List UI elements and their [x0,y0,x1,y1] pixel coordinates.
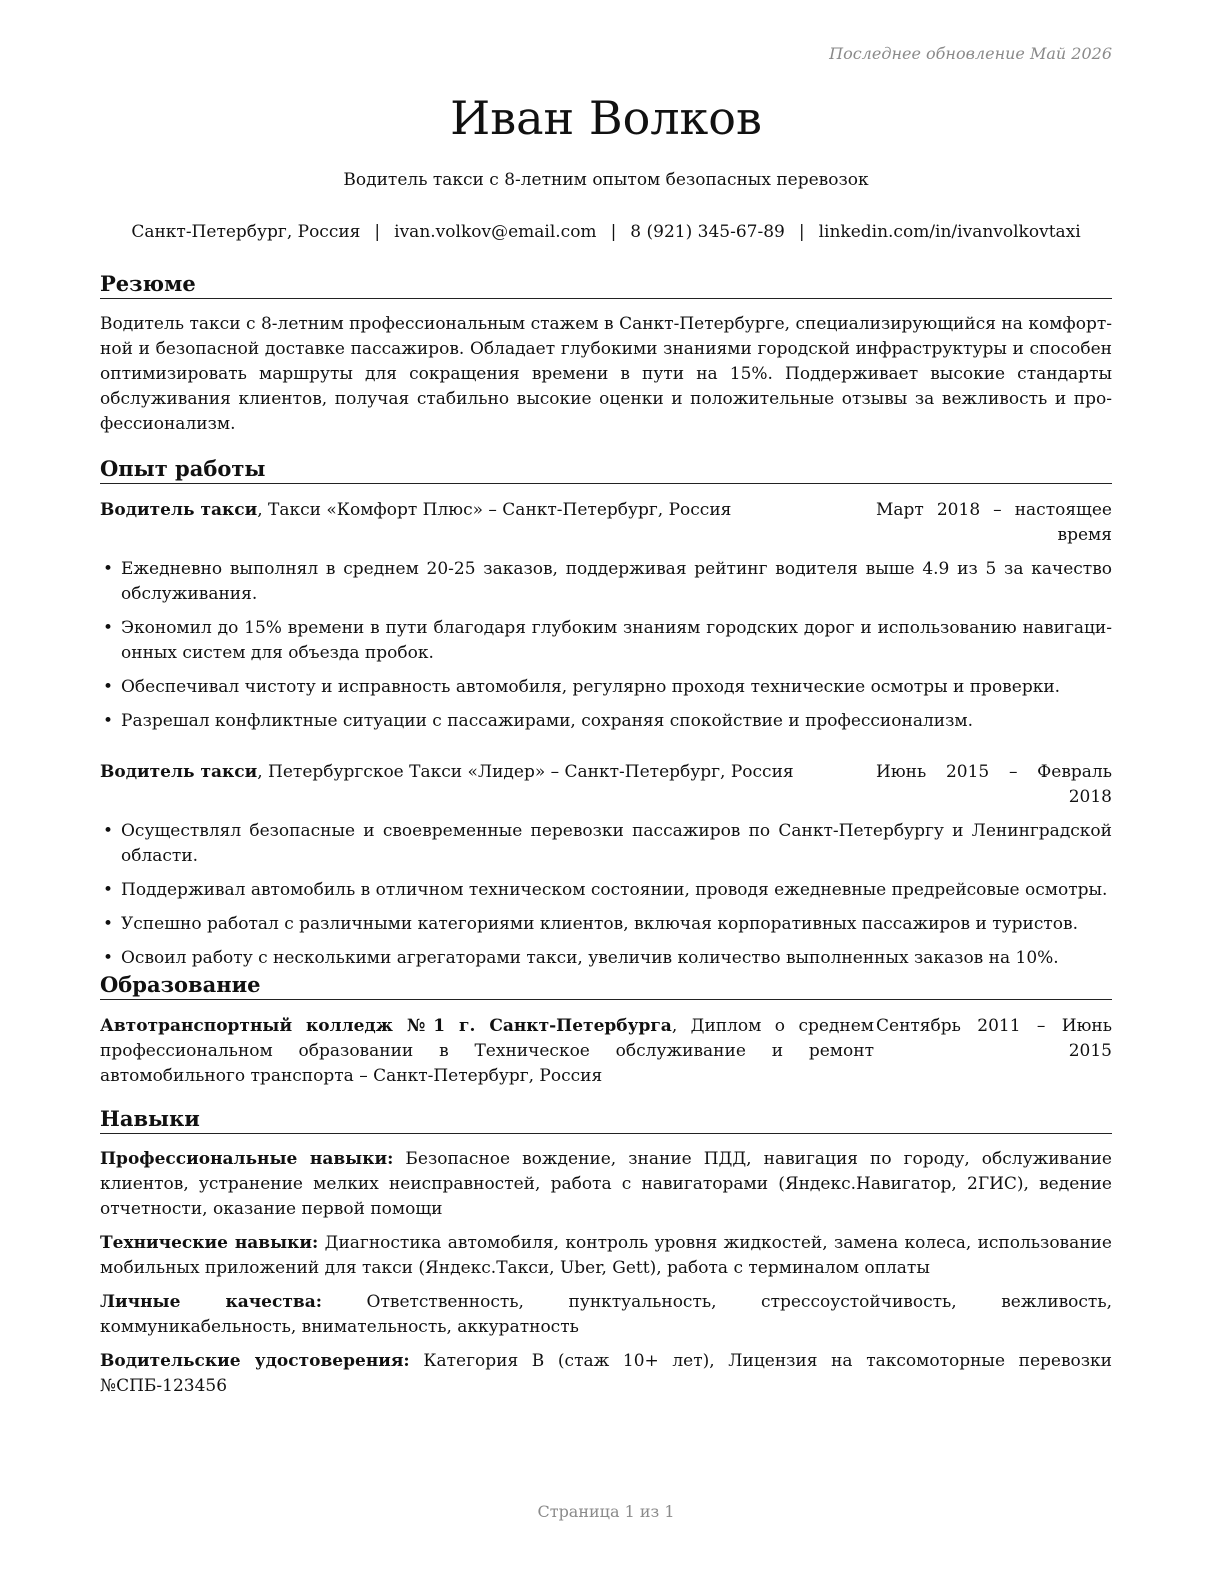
job-title-line [100,498,731,523]
job-bullets [100,819,1112,971]
list-item: • Экономил до 15% времени в пути благодаря глубоким знаниям городских дорог и использованию навигационных систем для объезда пробок. [103,618,1112,663]
skill-label: Технические навыки: [100,1233,319,1253]
skill-text: Категория B (стаж 10+ лет), Лицензия на таксомоторные перевозки №СПБ-123456 [100,1351,1113,1396]
job-dates: Июнь 2015 – Февраль 2018 [876,762,1112,807]
page-number: Страница 1 из 1 [537,1502,675,1521]
bullet-icon: • [103,914,114,934]
skill-label: Профессиональные навыки: [100,1149,394,1169]
skill-label: Личные качества: [100,1292,322,1312]
bullet-icon: • [103,948,114,968]
skill-text: Безопасное вождение, знание ПДД, навигация по городу, обслуживание клиентов, устранение мелких неисправностей, работа с навигаторами (Яндекс.Навигатор, 2ГИС), ведение отчетности, оказание первой помощи [100,1149,1112,1219]
contact-location: Санкт-Петербург, Россия [131,222,361,242]
degree-info: , Диплом о среднем профессиональном образовании в Техническое обслуживание и ремонт автомобильного транспорта – Санкт-Петербург, Россия [100,1016,874,1086]
last-updated: Последнее обновление Май 2026 [829,44,1112,63]
contact-phone[interactable]: 8 (921) 345-67-89 [630,222,785,242]
section-heading: Резюме [100,270,1112,299]
skill-group [100,1231,1112,1281]
education-section [100,971,1112,1089]
skill-group [100,1147,1112,1222]
bullet-icon: • [103,711,114,731]
bullet-icon: • [103,880,114,900]
job-company: , Такси «Комфорт Плюс» – Санкт-Петербург, Россия [257,500,732,520]
contact-linkedin[interactable]: linkedin.com/in/ivanvolkovtaxi [818,222,1081,242]
school-name: Автотранспортный колледж №1 г. Санкт-Петербурга [100,1016,672,1036]
list-item: • Осуществлял безопасные и своевременные перевозки пассажиров по Санкт-Петербургу и Ленинградской области. [103,821,1112,866]
job-header [100,760,1112,810]
job-title: Водитель такси [100,500,258,520]
job-entry [100,498,1112,734]
list-item: • Обеспечивал чистоту и исправность автомобиля, регулярно проходя технические осмотры и проверки. [100,675,1112,700]
section-heading: Опыт работы [100,455,1112,484]
education-entry [100,1014,1112,1089]
job-title: Водитель такси [100,762,258,782]
contact-separator: | [610,222,617,242]
summary-section [100,270,1112,437]
education-dates: Сентябрь 2011 – Июнь 2015 [876,1016,1112,1061]
skill-label: Водительские удостоверения: [100,1351,410,1371]
skill-group [100,1290,1112,1340]
skills-section [100,1105,1112,1399]
bullet-icon: • [103,559,114,579]
contact-separator: | [798,222,805,242]
list-item: • Разрешал конфликтные ситуации с пассажирами, сохраняя спокойствие и профессионализм. [100,709,1112,734]
summary-text: Водитель такси с 8-летним профессиональным стажем в Санкт-Петербурге, специализирующийся на комфортной и безопасной доставке пассажиров. Обладает глубокими знаниями городской инфраструктуры и способен оптимизировать маршруты для сокращения времени в пути на 15%. Поддерживает высокие стандарты обслуживания клиентов, получая стабильно высокие оценки и положительные отзывы за вежливость и профессионализм. [100,314,1112,434]
job-dates: Март 2018 – настоящее время [876,500,1112,545]
list-item: • Ежедневно выполнял в среднем 20-25 заказов, поддерживая рейтинг водителя выше 4.9 из 5 за качество обслуживания. [103,559,1112,604]
bullet-icon: • [103,618,114,638]
bullet-icon: • [103,821,114,841]
skill-text: Диагностика автомобиля, контроль уровня жидкостей, замена колеса, использование мобильных приложений для такси (Яндекс.Такси, Uber, Gett), работа с терминалом оплаты [100,1233,1112,1278]
resume-page [100,0,1112,1584]
experience-section [100,455,1112,971]
list-item: • Освоил работу с несколькими агрегаторами такси, увеличив количество выполненных заказов на 10%. [100,946,1112,971]
bullet-icon: • [103,677,114,697]
education-details [100,1014,874,1089]
job-entry [100,760,1112,971]
list-item: • Поддерживал автомобиль в отличном техническом состоянии, проводя ежедневные предрейсовые осмотры. [100,878,1112,903]
job-header [100,498,1112,548]
section-heading: Образование [100,971,1112,1000]
tagline: Водитель такси с 8-летним опытом безопасных перевозок [343,170,869,190]
contact-line [90,219,1122,245]
section-heading: Навыки [100,1105,1112,1134]
skill-group [100,1349,1112,1399]
job-title-line [100,760,794,785]
contact-separator: | [374,222,381,242]
skill-text: Ответственность, пунктуальность, стрессоустойчивость, вежливость, коммуникабельность, внимательность, аккуратность [100,1292,1112,1337]
contact-email[interactable]: ivan.volkov@email.com [394,222,597,242]
list-item: • Успешно работал с различными категориями клиентов, включая корпоративных пассажиров и туристов. [100,912,1112,937]
job-company: , Петербургское Такси «Лидер» – Санкт-Петербург, Россия [257,762,794,782]
job-bullets [100,557,1112,734]
candidate-name: Иван Волков [450,91,762,145]
